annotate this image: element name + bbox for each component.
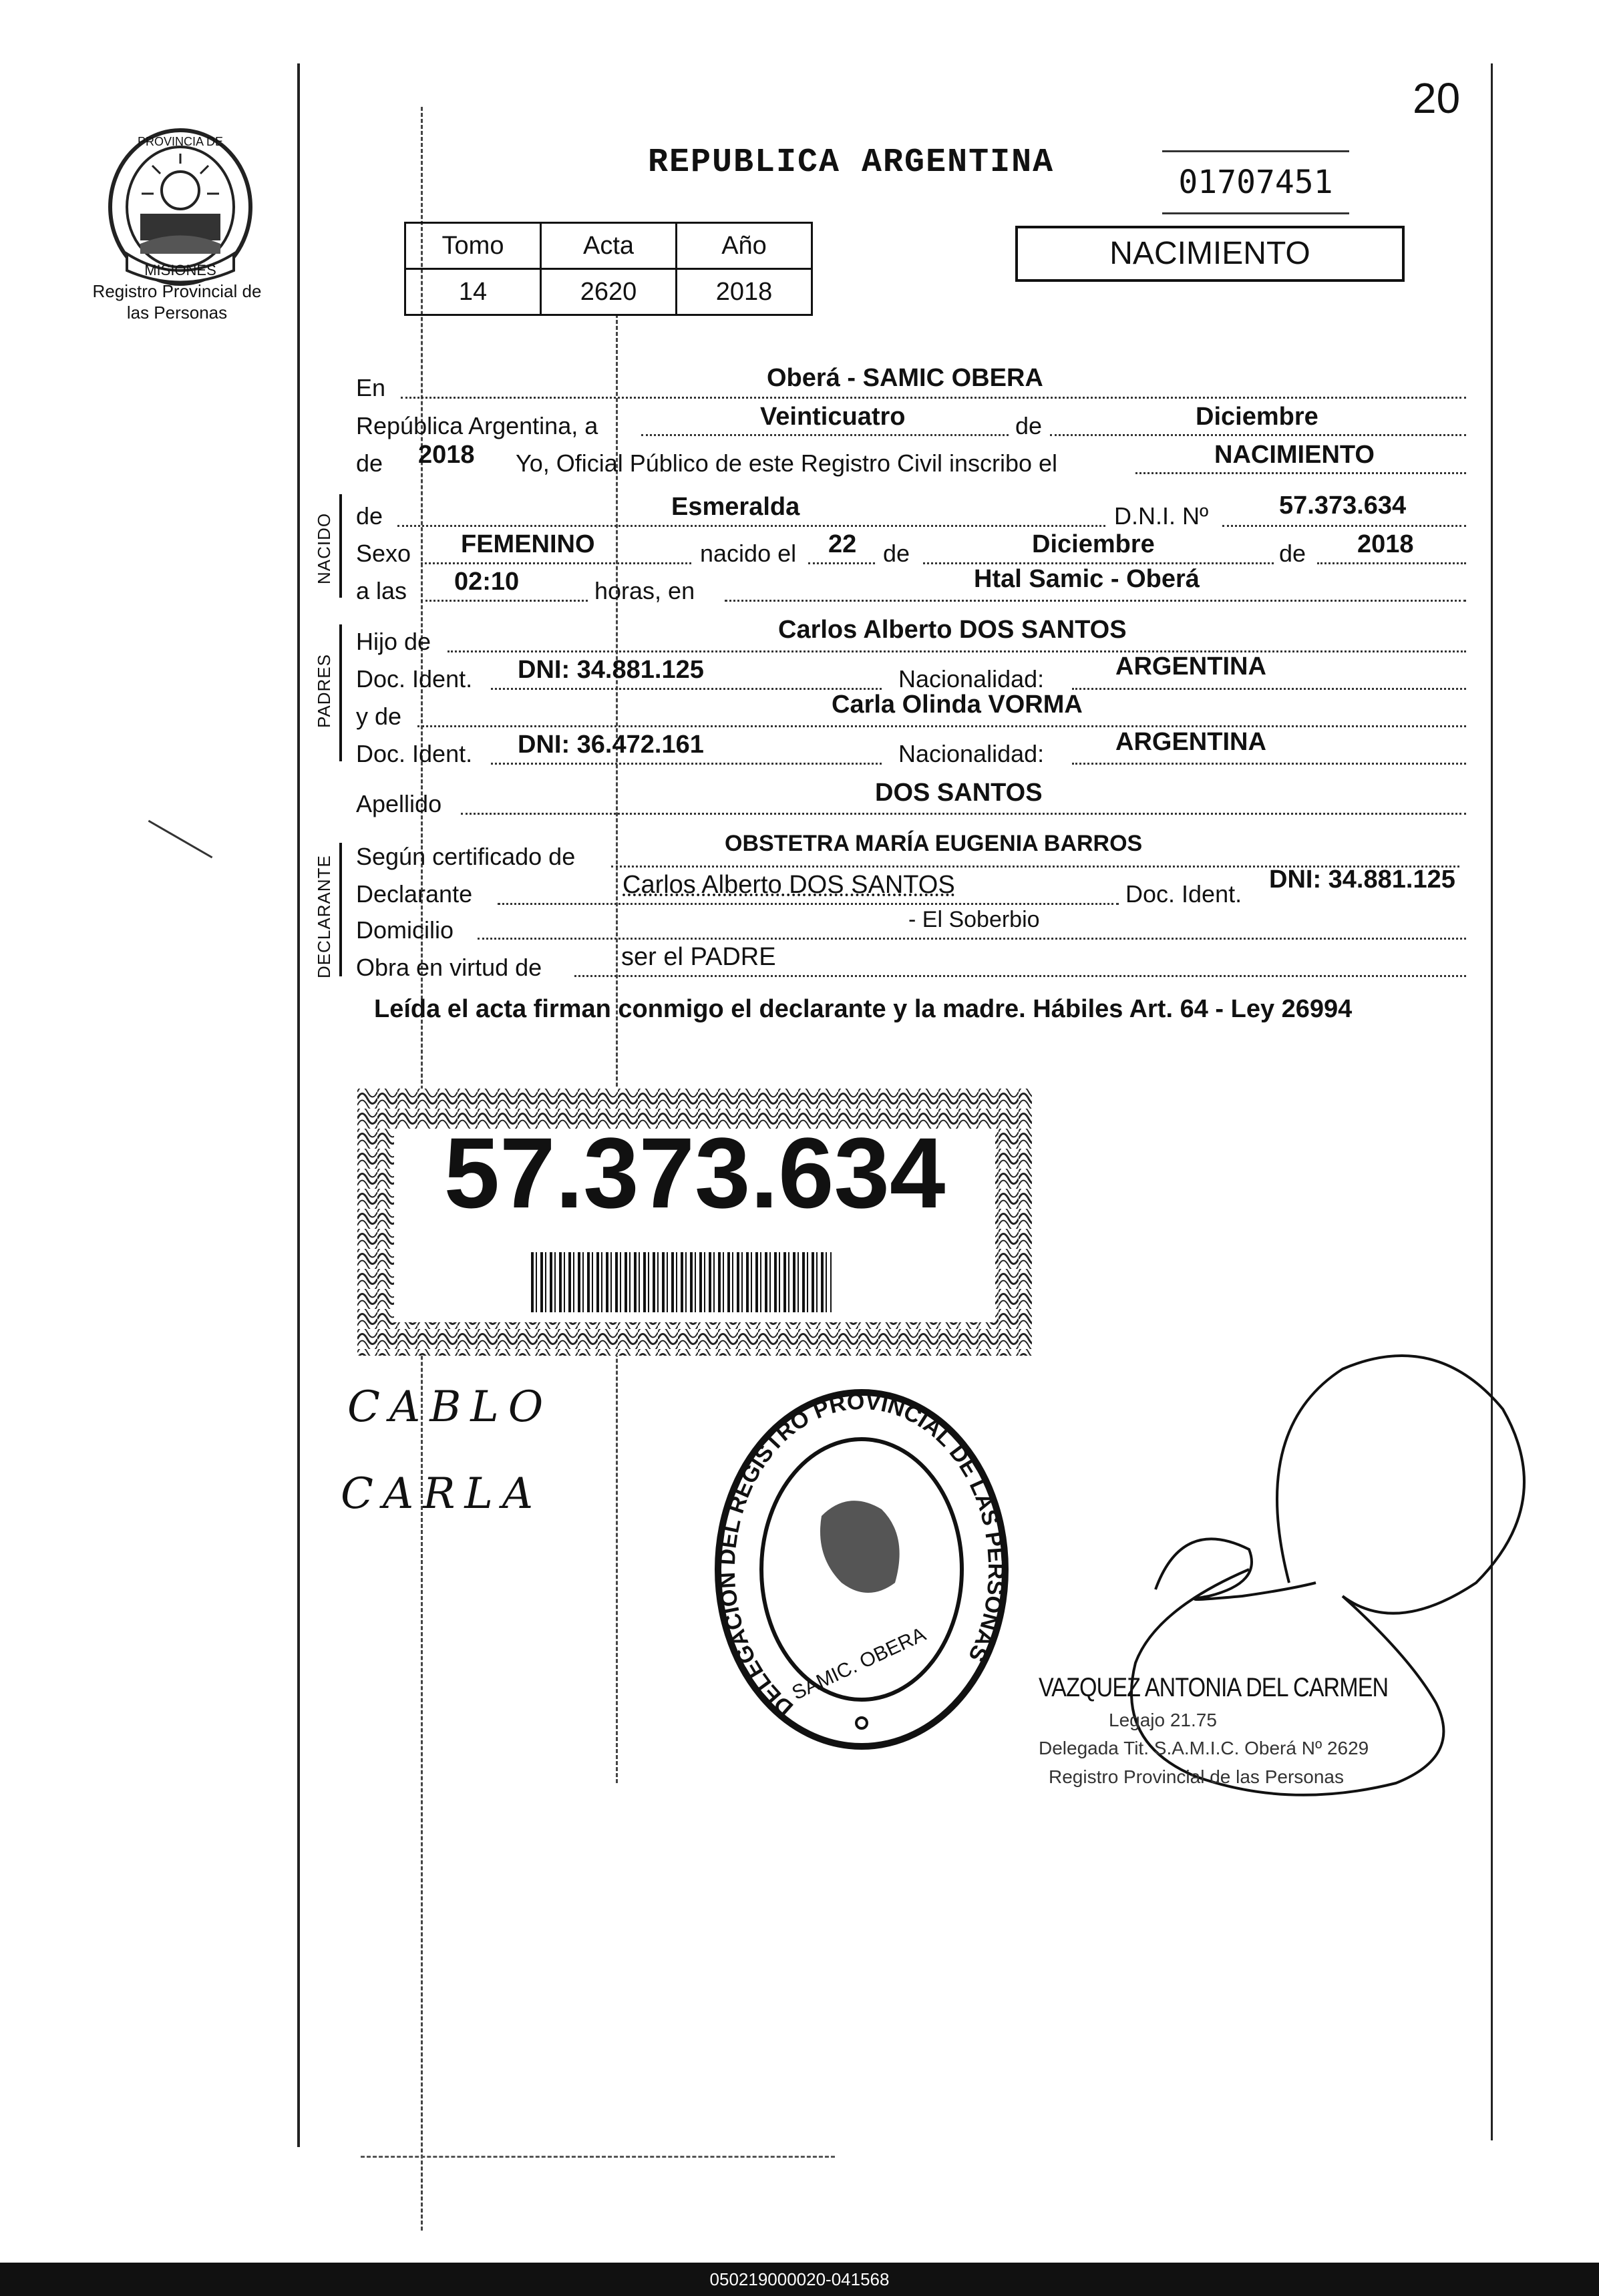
- declarante-section-bar: [339, 843, 342, 976]
- label-horas-en: horas, en: [594, 577, 695, 604]
- footer-barcode-text: 050219000020-041568: [0, 2263, 1599, 2296]
- dotted-line: [478, 938, 1466, 940]
- dotted-line: [641, 434, 1009, 436]
- anio-header: Año: [677, 223, 812, 269]
- dotted-line: [491, 688, 882, 690]
- dni-barcode: [531, 1252, 832, 1312]
- dia-nacimiento-value: 22: [828, 530, 857, 558]
- dotted-line: [401, 397, 1466, 399]
- page-number: 20: [1413, 74, 1461, 122]
- label-y-de: y de: [356, 703, 402, 730]
- label-a-las: a las: [356, 577, 407, 604]
- label-de-2: de: [356, 449, 383, 477]
- center-guide-line: [616, 314, 618, 1783]
- dotted-line: [1222, 525, 1466, 527]
- label-de-5: de: [1279, 540, 1306, 567]
- madre-dni-value: DNI: 36.472.161: [518, 731, 704, 759]
- svg-text:SAMIC. OBERA: SAMIC. OBERA: [788, 1623, 930, 1705]
- dotted-line: [397, 525, 1105, 527]
- left-margin-line: [297, 63, 300, 2147]
- madre-value: Carla Olinda VORMA: [832, 691, 1083, 719]
- anio-value: 2018: [418, 441, 475, 469]
- label-nacionalidad-1: Nacionalidad:: [898, 665, 1045, 693]
- dotted-line: [1135, 472, 1466, 474]
- tomo-acta-anio-table: [404, 222, 813, 316]
- obra-value: ser el PADRE: [621, 943, 776, 971]
- declarante-dni-value: DNI: 34.881.125: [1269, 866, 1455, 894]
- declarante-section-label: DECLARANTE: [314, 855, 334, 978]
- dotted-line: [574, 975, 1466, 977]
- svg-text:MISIONES: MISIONES: [144, 262, 216, 278]
- officer-name: VAZQUEZ ANTONIA DEL CARMEN: [1039, 1673, 1389, 1702]
- closing-statement: Leída el acta firman conmigo el declarante y la madre. Hábiles Art. 64 - Ley 26994: [374, 995, 1353, 1023]
- dotted-line: [417, 725, 1466, 727]
- dotted-line: [725, 600, 1466, 602]
- officer-signature-scribble: [968, 1329, 1543, 1837]
- handwritten-signature-mother: CARLA: [341, 1469, 543, 1519]
- mes-nacimiento-value: Diciembre: [1032, 530, 1155, 558]
- mes-value: Diciembre: [1196, 403, 1318, 431]
- anio-nacimiento-value: 2018: [1357, 530, 1414, 558]
- dotted-line: [923, 562, 1274, 564]
- padre-dni-value: DNI: 34.881.125: [518, 656, 704, 684]
- domicilio-value: - El Soberbio: [908, 907, 1040, 932]
- label-yo-oficial: Yo, Oficial Público de este Registro Civil inscribo el: [516, 449, 1058, 477]
- acta-header: Acta: [541, 223, 677, 269]
- dotted-line: [498, 903, 1119, 905]
- officer-legajo: Legajo 21.75: [1109, 1710, 1217, 1730]
- label-doc-ident-1: Doc. Ident.: [356, 665, 473, 693]
- dni-value: 57.373.634: [1279, 492, 1407, 520]
- country-title: REPUBLICA ARGENTINA: [648, 144, 1055, 182]
- declarante-value: Carlos Alberto DOS SANTOS: [623, 871, 955, 899]
- dni-sticker: [357, 1089, 1032, 1356]
- label-apellido: Apellido: [356, 790, 442, 817]
- dotted-line: [448, 650, 1466, 652]
- label-domicilio: Domicilio: [356, 916, 454, 944]
- madre-nacionalidad-value: ARGENTINA: [1115, 728, 1266, 756]
- label-obra: Obra en virtud de: [356, 954, 542, 981]
- tomo-header: Tomo: [405, 223, 541, 269]
- tomo-value: 14: [405, 269, 541, 315]
- officer-registry: Registro Provincial de las Personas: [1049, 1766, 1344, 1787]
- label-segun-certificado: Según certificado de: [356, 843, 576, 870]
- dotted-line: [491, 763, 882, 765]
- anio-value: 2018: [677, 269, 812, 315]
- act-type-box: NACIMIENTO: [1015, 226, 1405, 282]
- label-nacido-el: nacido el: [700, 540, 797, 567]
- label-dni: D.N.I. Nº: [1114, 502, 1209, 530]
- dotted-line: [421, 600, 588, 602]
- padre-value: Carlos Alberto DOS SANTOS: [778, 616, 1127, 644]
- label-en: En: [356, 374, 386, 401]
- bottom-dashed-line: [361, 2156, 835, 2158]
- acta-value: 2620: [541, 269, 677, 315]
- label-declarante: Declarante: [356, 880, 473, 908]
- label-sexo: Sexo: [356, 540, 411, 567]
- sexo-value: FEMENINO: [461, 530, 595, 558]
- svg-text:PROVINCIA DE: PROVINCIA DE: [137, 135, 224, 148]
- misiones-coat-of-arms-logo: [100, 127, 260, 294]
- tipo-value: NACIMIENTO: [1214, 441, 1375, 469]
- officer-title: Delegada Tit. S.A.M.I.C. Oberá Nº 2629: [1039, 1738, 1369, 1758]
- label-de-3: de: [356, 502, 383, 530]
- apellido-value: DOS SANTOS: [875, 779, 1043, 807]
- handwritten-signature-father: CABLO: [347, 1382, 553, 1432]
- dotted-line: [461, 813, 1466, 815]
- lugar-nacimiento-value: Htal Samic - Oberá: [974, 565, 1200, 593]
- dotted-line: [1072, 763, 1466, 765]
- dotted-line: [1317, 562, 1466, 564]
- svg-text:DELEGACION DEL REGISTRO PROVIN: DELEGACION DEL REGISTRO PROVINCIAL DE LAS PERSONAS: [714, 1388, 1009, 1721]
- nacido-section-label: NACIDO: [314, 512, 334, 584]
- label-hijo-de: Hijo de: [356, 628, 431, 655]
- dotted-line: [1072, 688, 1466, 690]
- padre-nacionalidad-value: ARGENTINA: [1115, 652, 1266, 681]
- label-doc-ident-3: Doc. Ident.: [1125, 880, 1242, 908]
- dotted-line: [808, 562, 875, 564]
- label-de-4: de: [883, 540, 910, 567]
- dotted-line: [421, 562, 691, 564]
- dotted-line: [1050, 434, 1466, 436]
- hora-value: 02:10: [454, 568, 520, 596]
- dni-sticker-number: 57.373.634: [443, 1117, 946, 1229]
- scan-artifact-mark: [148, 820, 213, 859]
- lugar-value: Oberá - SAMIC OBERA: [767, 364, 1043, 392]
- padres-section-label: PADRES: [314, 654, 334, 728]
- label-de-1: de: [1015, 412, 1043, 439]
- nacido-section-bar: [339, 494, 342, 598]
- label-republica: República Argentina, a: [356, 412, 598, 439]
- padres-section-bar: [339, 624, 342, 761]
- registry-name: Registro Provincial de las Personas: [92, 281, 262, 323]
- certificado-value: OBSTETRA MARÍA EUGENIA BARROS: [725, 831, 1143, 856]
- serial-number: 01707451: [1162, 150, 1349, 214]
- label-nacionalidad-2: Nacionalidad:: [898, 740, 1045, 767]
- nombre-value: Esmeralda: [671, 493, 800, 521]
- dia-letras-value: Veinticuatro: [760, 403, 906, 431]
- label-doc-ident-2: Doc. Ident.: [356, 740, 473, 767]
